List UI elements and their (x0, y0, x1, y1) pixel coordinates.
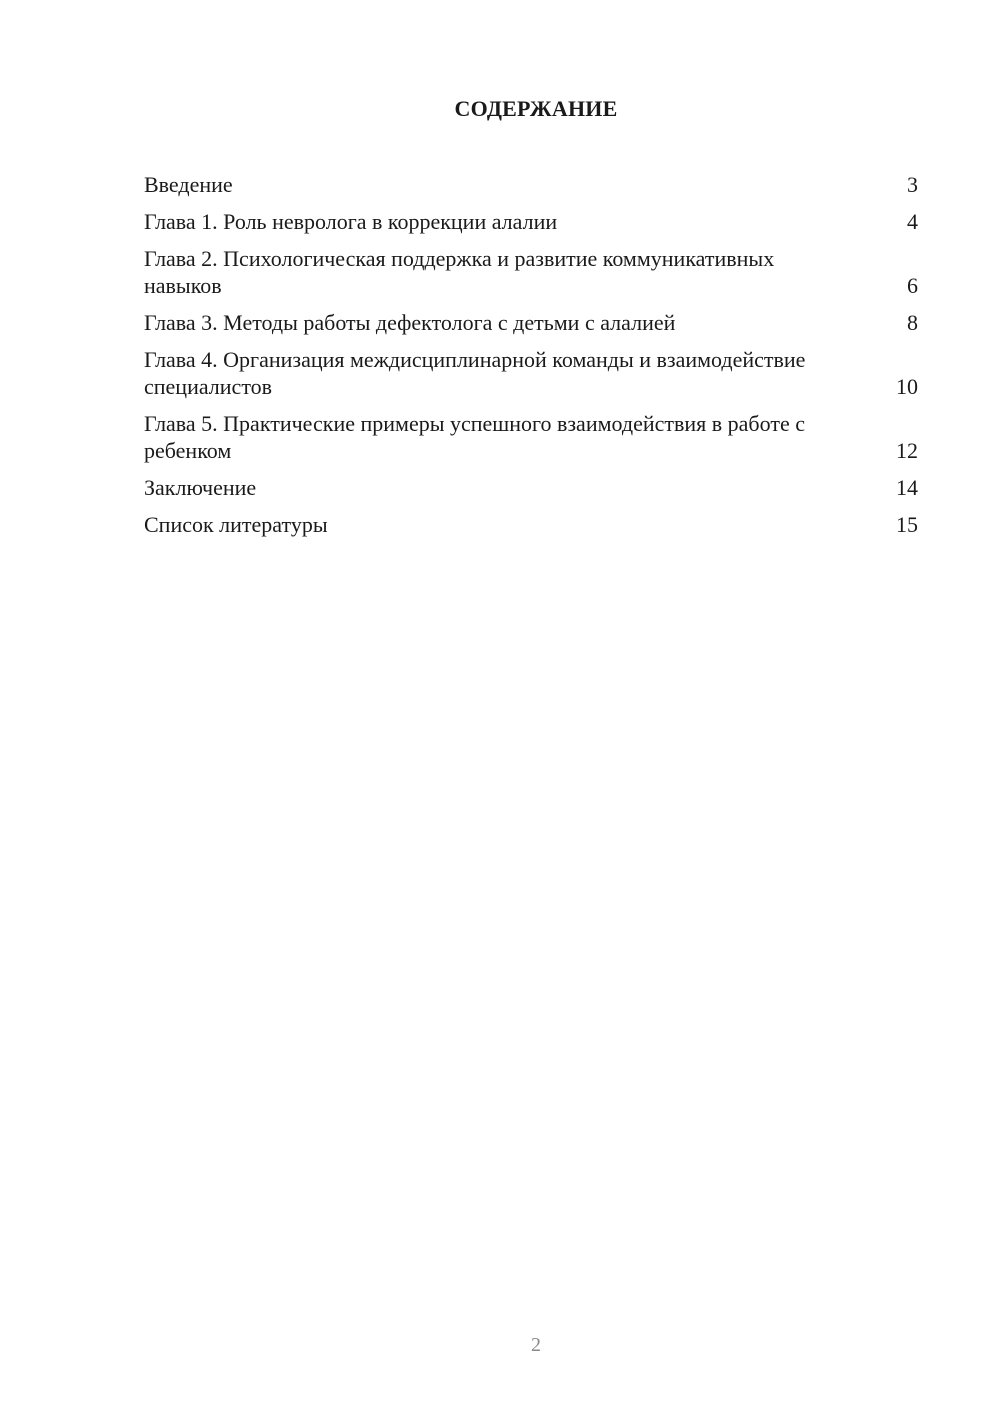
page-number: 2 (531, 1334, 541, 1356)
toc-item-page: 6 (907, 273, 918, 298)
toc-item-page: 4 (907, 209, 918, 234)
toc-item-label: Глава 5. Практические примеры успешного взаимодействия в работе с ребенком (144, 411, 805, 463)
toc-item-page: 3 (907, 172, 918, 197)
toc-item-chapter-1 (144, 208, 918, 235)
toc-item-page: 10 (896, 374, 918, 399)
toc-item-label: Заключение (144, 475, 257, 500)
toc-item-chapter-5 (144, 410, 918, 464)
page-title: СОДЕРЖАНИЕ (454, 96, 618, 121)
toc-item-page: 8 (907, 310, 918, 335)
toc-item-label: Глава 1. Роль невролога в коррекции алалии (144, 209, 558, 234)
toc-item-page: 12 (896, 438, 918, 463)
toc-item-chapter-4 (144, 346, 918, 400)
toc-item-label: Глава 2. Психологическая поддержка и развитие коммуникативных навыков (144, 246, 775, 298)
toc-item-page: 15 (896, 512, 918, 537)
toc-item-label: Глава 3. Методы работы дефектолога с детьми с алалией (144, 310, 676, 335)
toc-item-conclusion (144, 474, 918, 501)
toc-item-introduction (144, 171, 918, 198)
toc-item-label: Введение (144, 172, 233, 197)
table-of-contents (144, 171, 918, 548)
toc-item-label: Глава 4. Организация междисциплинарной команды и взаимодействие специалистов (144, 347, 806, 399)
toc-item-chapter-3 (144, 309, 918, 336)
toc-item-page: 14 (896, 475, 918, 500)
toc-item-chapter-2 (144, 245, 918, 299)
toc-item-references (144, 511, 918, 538)
toc-item-label: Список литературы (144, 512, 328, 537)
